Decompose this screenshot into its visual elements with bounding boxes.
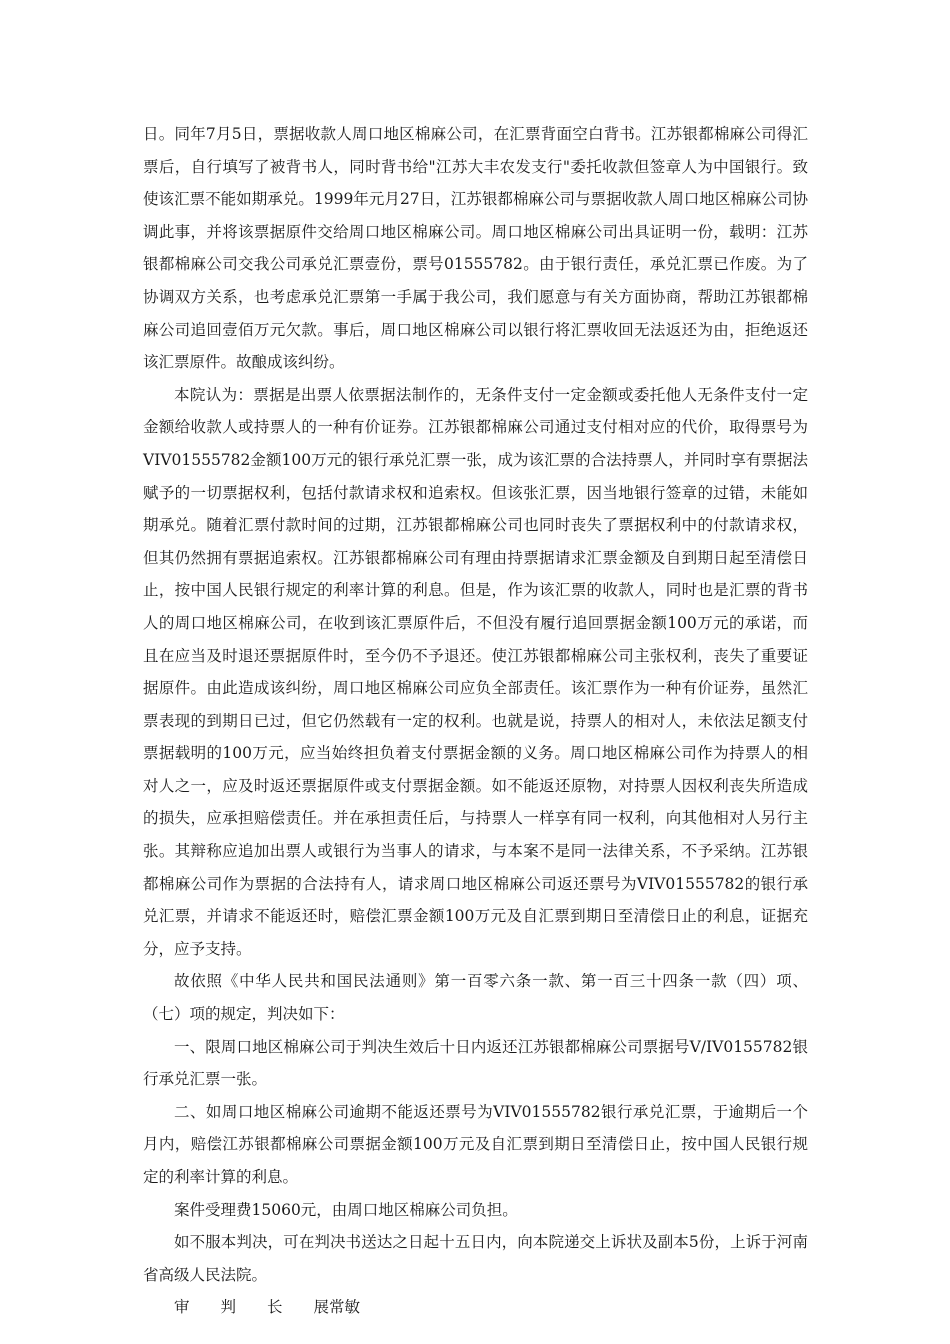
- signature-title: 审 判 长: [174, 1298, 283, 1317]
- appeal-notice-paragraph: 如不服本判决，可在判决书送达之日起十五日内，向本院递交上诉状及副本5份，上诉于河南省高级人民法院。: [143, 1233, 808, 1284]
- ruling-item-1: 一、限周口地区棉麻公司于判决生效后十日内返还江苏银都棉麻公司票据号V/IV0155782银行承兑汇票一张。: [143, 1037, 808, 1089]
- court-opinion-paragraph: 本院认为：票据是出票人依票据法制作的，无条件支付一定金额或委托他人无条件支付一定金额给收款人或持票人的一种有价证券。江苏银都棉麻公司通过支付相对应的代价，取得票号为VIV01555782金额100万元的银行承兑汇票一张，成为该汇票的合法持票人，并同时享有票据法赋予的一切票据权利，包括付款请求权和追索权。但该张汇票，因当地银行签章的过错，未能如期承兑。随着汇票付款时间的过期，江苏银都棉麻公司也同时丧失了票据权利中的付款请求权，但其仍然拥有票据追索权。江苏银都棉麻公司有理由持票据请求汇票金额及自到期日起至清偿日止，按中国人民银行规定的利率计算的利息。但是，作为该汇票的收款人，同时也是汇票的背书人的周口地区棉麻公司，在收到该汇票原件后，不但没有履行追回票据金额100万元的承诺，而且在应当及时退还票据原件时，至今仍不予退还。使江苏银都棉麻公司主张权利，丧失了重要证据原件。由此造成该纠纷，周口地区棉麻公司应负全部责任。该汇票作为一种有价证券，虽然汇票表现的到期日已过，但它仍然载有一定的权利。也就是说，持票人的相对人，未依法足额支付票据载明的100万元，应当始终担负着支付票据金额的义务。周口地区棉麻公司作为持票人的相对人之一，应及时返还票据原件或支付票据金额。如不能返还原物，对持票人因权利丧失所造成的损失，应承担赔偿责任。并在承担责任后，与持票人一样享有同一权利，向其他相对人另行主张。其辩称应追加出票人或银行为当事人的请求，与本案不是同一法律关系，不予采纳。江苏银都棉麻公司作为票据的合法持有人，请求周口地区棉麻公司返还票号为VIV01555782的银行承兑汇票，并请求不能返还时，赔偿汇票金额100万元及自汇票到期日至清偿日止的利息，证据充分，应予支持。: [143, 385, 808, 958]
- legal-basis-paragraph: 故依照《中华人民共和国民法通则》第一百零六条一款、第一百三十四条一款（四）项、（七）项的规定，判决如下：: [143, 972, 808, 1024]
- judgment-document: [143, 118, 808, 1324]
- ruling-item-2: 二、如周口地区棉麻公司逾期不能返还票号为VIV01555782银行承兑汇票，于逾期后一个月内，赔偿江苏银都棉麻公司票据金额100万元及自汇票到期日至清偿日止，按中国人民银行规定的利率计算的利息。: [143, 1102, 808, 1186]
- court-fee-paragraph: 案件受理费15060元，由周口地区棉麻公司负担。: [174, 1200, 518, 1219]
- signature-name: 展常敏: [313, 1298, 361, 1317]
- signature-line: [143, 1291, 808, 1324]
- facts-paragraph: 日。同年7月5日，票据收款人周口地区棉麻公司，在汇票背面空白背书。江苏银都棉麻公司得汇票后，自行填写了被背书人，同时背书给"江苏大丰农发支行"委托收款但签章人为中国银行。致使该汇票不能如期承兑。1999年元月27日，江苏银都棉麻公司与票据收款人周口地区棉麻公司协调此事，并将该票据原件交给周口地区棉麻公司。周口地区棉麻公司出具证明一份，载明：江苏银都棉麻公司交我公司承兑汇票壹份，票号01555782。由于银行责任，承兑汇票已作废。为了协调双方关系，也考虑承兑汇票第一手属于我公司，我们愿意与有关方面协商，帮助江苏银都棉麻公司追回壹佰万元欠款。事后，周口地区棉麻公司以银行将汇票收回无法返还为由，拒绝返还该汇票原件。故酿成该纠纷。: [143, 125, 808, 372]
